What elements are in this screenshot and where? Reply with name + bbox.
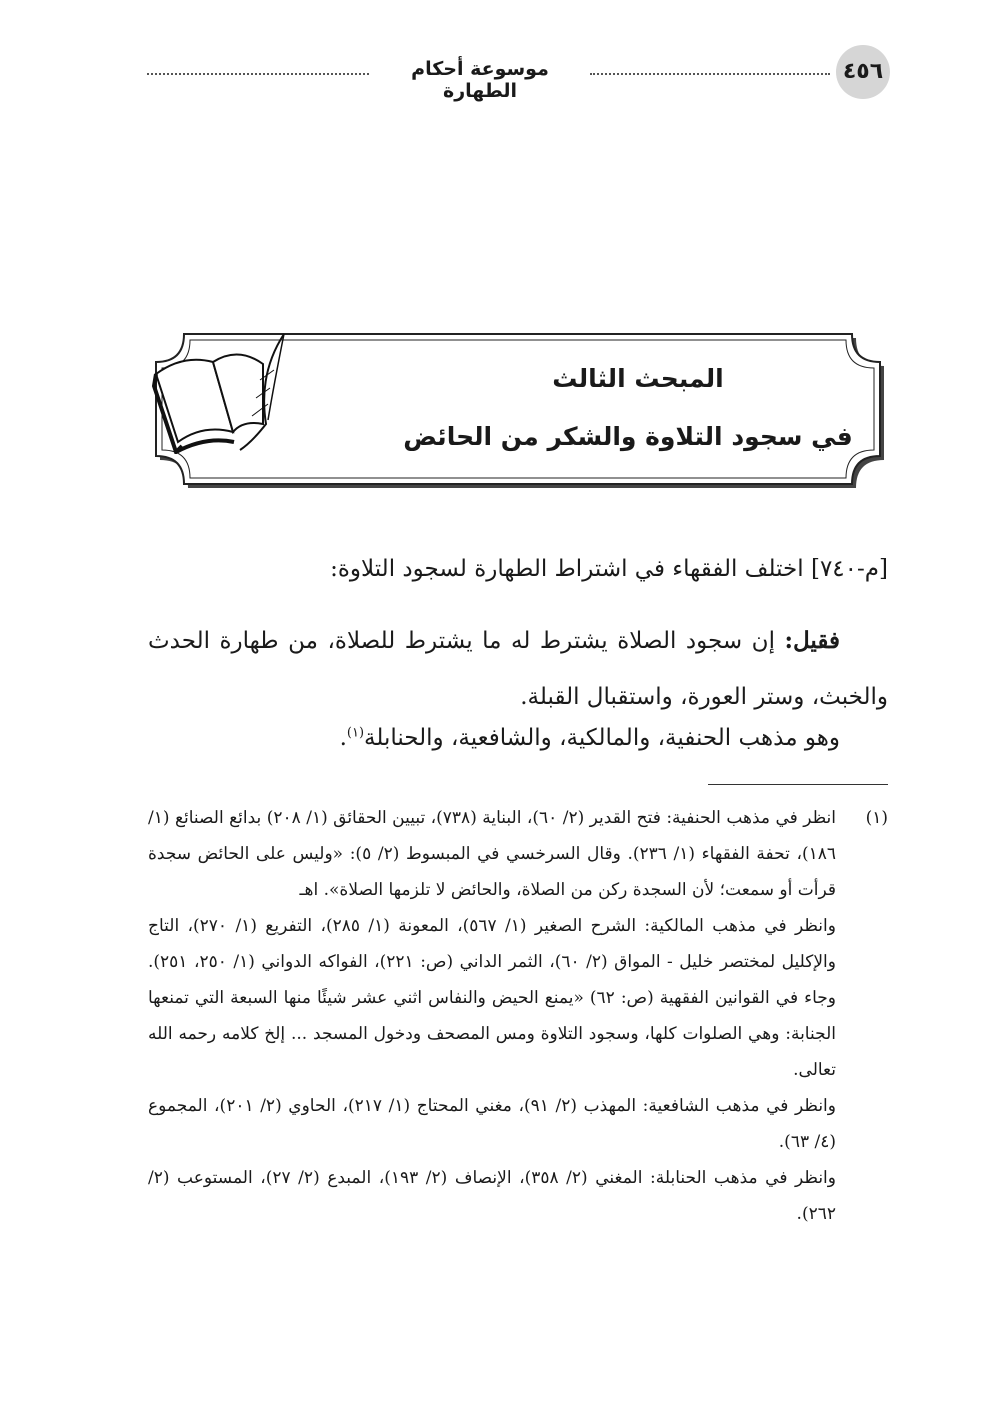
footnote-hanafi: انظر في مذهب الحنفية: فتح القدير (٢/ ٦٠)، البناية (٧٣٨)، تبيين الحقائق (١/ ٢٠٨) بدائع الصنائع (١/ ١٨٦)، تحفة الفقهاء (١/ ٢٣٦). وقال السرخسي في المبسوط (٢/ ٥): «وليس على الحائض سجدة قرأت أو سمعت؛ لأن السجدة ركن من الصلاة، والحائض لا تلزمها الصلاة». اهـ — [148, 808, 836, 900]
footnotes — [148, 800, 888, 1232]
header-dotted-rule-right — [590, 73, 830, 75]
madhhab-text: وهو مذهب الحنفية، والمالكية، والشافعية، والحنابلة — [364, 725, 840, 751]
page-number: ٤٥٦ — [836, 45, 890, 99]
footnote-reference[interactable]: (١) — [346, 725, 365, 741]
book-quill-icon — [148, 324, 288, 454]
chapter-heading-frame — [148, 324, 888, 492]
paragraph-madhhab — [148, 725, 888, 751]
footnote-shafii: وانظر في مذهب الشافعية: المهذب (٢/ ٩١)، مغني المحتاج (١/ ٢١٧)، الحاوي (٢/ ٢٠١)، المجموع (٤/ ٦٣). — [148, 1096, 836, 1152]
footnote-maliki: وانظر في مذهب المالكية: الشرح الصغير (١/ ٥٦٧)، المعونة (١/ ٢٨٥)، التفريع (١/ ٢٧٠)، التاج والإكليل لمختصر خليل - المواق (٢/ ٦٠)، الثمر الداني (ص: ٢٢١)، الفواكه الدواني (١/ ٢٥٠، ٢٥١). وجاء في القوانين الفقهية (ص: ٦٢) «يمنع الحيض والنفاس اثني عشر شيئًا منها السبعة التي تمنعها الجنابة: وهي الصلوات كلها، وسجود التلاوة ومس المصحف ودخول المسجد ... إلخ كلامه رحمه الله تعالى. — [148, 916, 836, 1080]
page-header — [145, 45, 890, 101]
paragraph-first-opinion — [148, 613, 888, 725]
chapter-title: في سجود التلاوة والشكر من الحائض — [403, 422, 853, 451]
footnote-hanbali: وانظر في مذهب الحنابلة: المغني (٢/ ٣٥٨)، الإنصاف (٢/ ١٩٣)، المبدع (٢/ ٢٧)، المستوعب (٢/ ٢٦٢). — [148, 1168, 836, 1224]
opinion-lead: فقيل: — [784, 627, 840, 654]
footnote-body — [148, 800, 836, 1232]
footnote-number: (١) — [865, 808, 888, 828]
opinion-text: إن سجود الصلاة يشترط له ما يشترط للصلاة، من طهارة الحدث والخبث، وستر العورة، واستقبال القبلة. — [148, 628, 888, 710]
running-title: موسوعة أحكام الطهارة — [411, 58, 549, 102]
chapter-label: المبحث الثالث — [552, 364, 724, 393]
madhhab-end: . — [339, 725, 347, 751]
paragraph-intro: [م-٧٤٠] اختلف الفقهاء في اشتراط الطهارة لسجود التلاوة: — [330, 556, 888, 582]
header-dotted-rule-left — [147, 73, 369, 75]
footnote-separator — [708, 784, 888, 785]
